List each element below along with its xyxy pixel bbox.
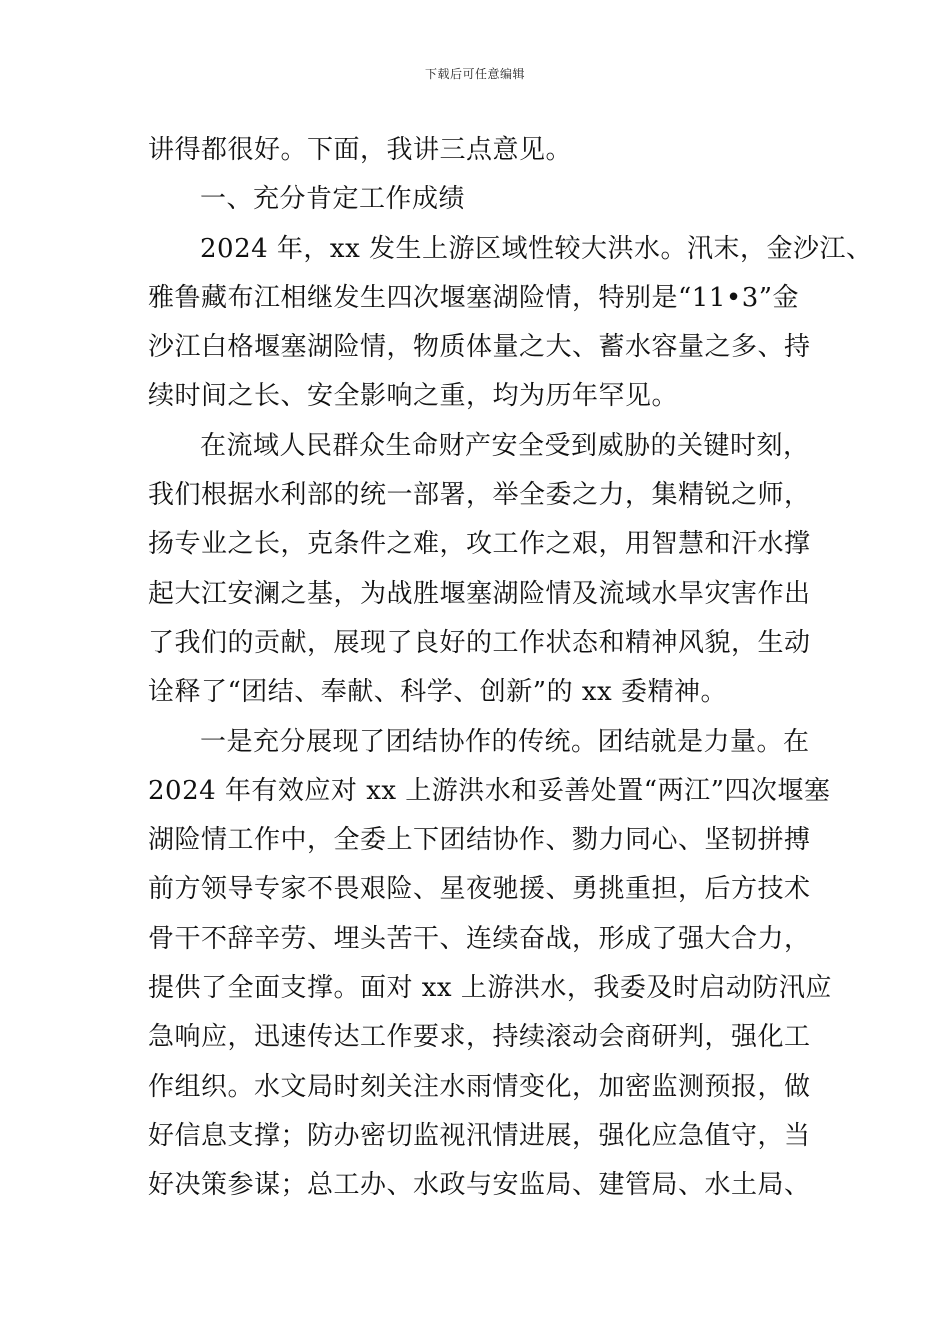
text-line: 湖险情工作中，全委上下团结协作、勠力同心、坚韧拼搏 [148,825,811,856]
paragraph-first-line: 一是充分展现了团结协作的传统。团结就是力量。在 [200,726,810,757]
paragraph-first-line: 在流域人民群众生命财产安全受到威胁的关键时刻， [200,430,810,461]
text-line: 2024 年有效应对 xx 上游洪水和妥善处置“两江”四次堰塞 [148,775,831,806]
paragraph-first-line: 2024 年，xx 发生上游区域性较大洪水。汛末，金沙江、 [200,233,873,264]
text-line: 了我们的贡献，展现了良好的工作状态和精神风貌，生动 [148,627,811,658]
text-line: 我们根据水利部的统一部署，举全委之力，集精锐之师， [148,480,811,511]
text-line: 续时间之长、安全影响之重，均为历年罕见。 [148,381,679,412]
page-header: 下载后可任意编辑 [424,67,525,81]
text-line: 扬专业之长，克条件之难，攻工作之艰，用智慧和汗水撑 [148,529,811,560]
text-line: 前方领导专家不畏艰险、星夜驰援、勇挑重担，后方技术 [148,874,811,905]
section-heading: 一、充分肯定工作成绩 [200,184,466,215]
text-line: 急响应，迅速传达工作要求，持续滚动会商研判，强化工 [148,1022,811,1053]
text-line: 作组织。水文局时刻关注水雨情变化，加密监测预报，做 [148,1071,811,1102]
document-body [148,126,873,1211]
text-line: 好信息支撑；防办密切监视汛情进展，强化应急值守，当 [148,1120,811,1151]
text-line: 好决策参谋；总工办、水政与安监局、建管局、水土局、 [148,1170,811,1201]
text-line: 雅鲁藏布江相继发生四次堰塞湖险情，特别是“11•3”金 [148,282,800,313]
text-line: 讲得都很好。下面，我讲三点意见。 [148,135,573,165]
text-line: 诠释了“团结、奉献、科学、创新”的 xx 委精神。 [148,677,727,708]
text-line: 沙江白格堰塞湖险情，物质体量之大、蓄水容量之多、持 [148,332,811,363]
text-line: 起大江安澜之基，为战胜堰塞湖险情及流域水旱灾害作出 [148,578,811,609]
text-line: 提供了全面支撑。面对 xx 上游洪水，我委及时启动防汛应 [148,973,832,1004]
text-line: 骨干不辞辛劳、埋头苦干、连续奋战，形成了强大合力， [148,923,811,954]
